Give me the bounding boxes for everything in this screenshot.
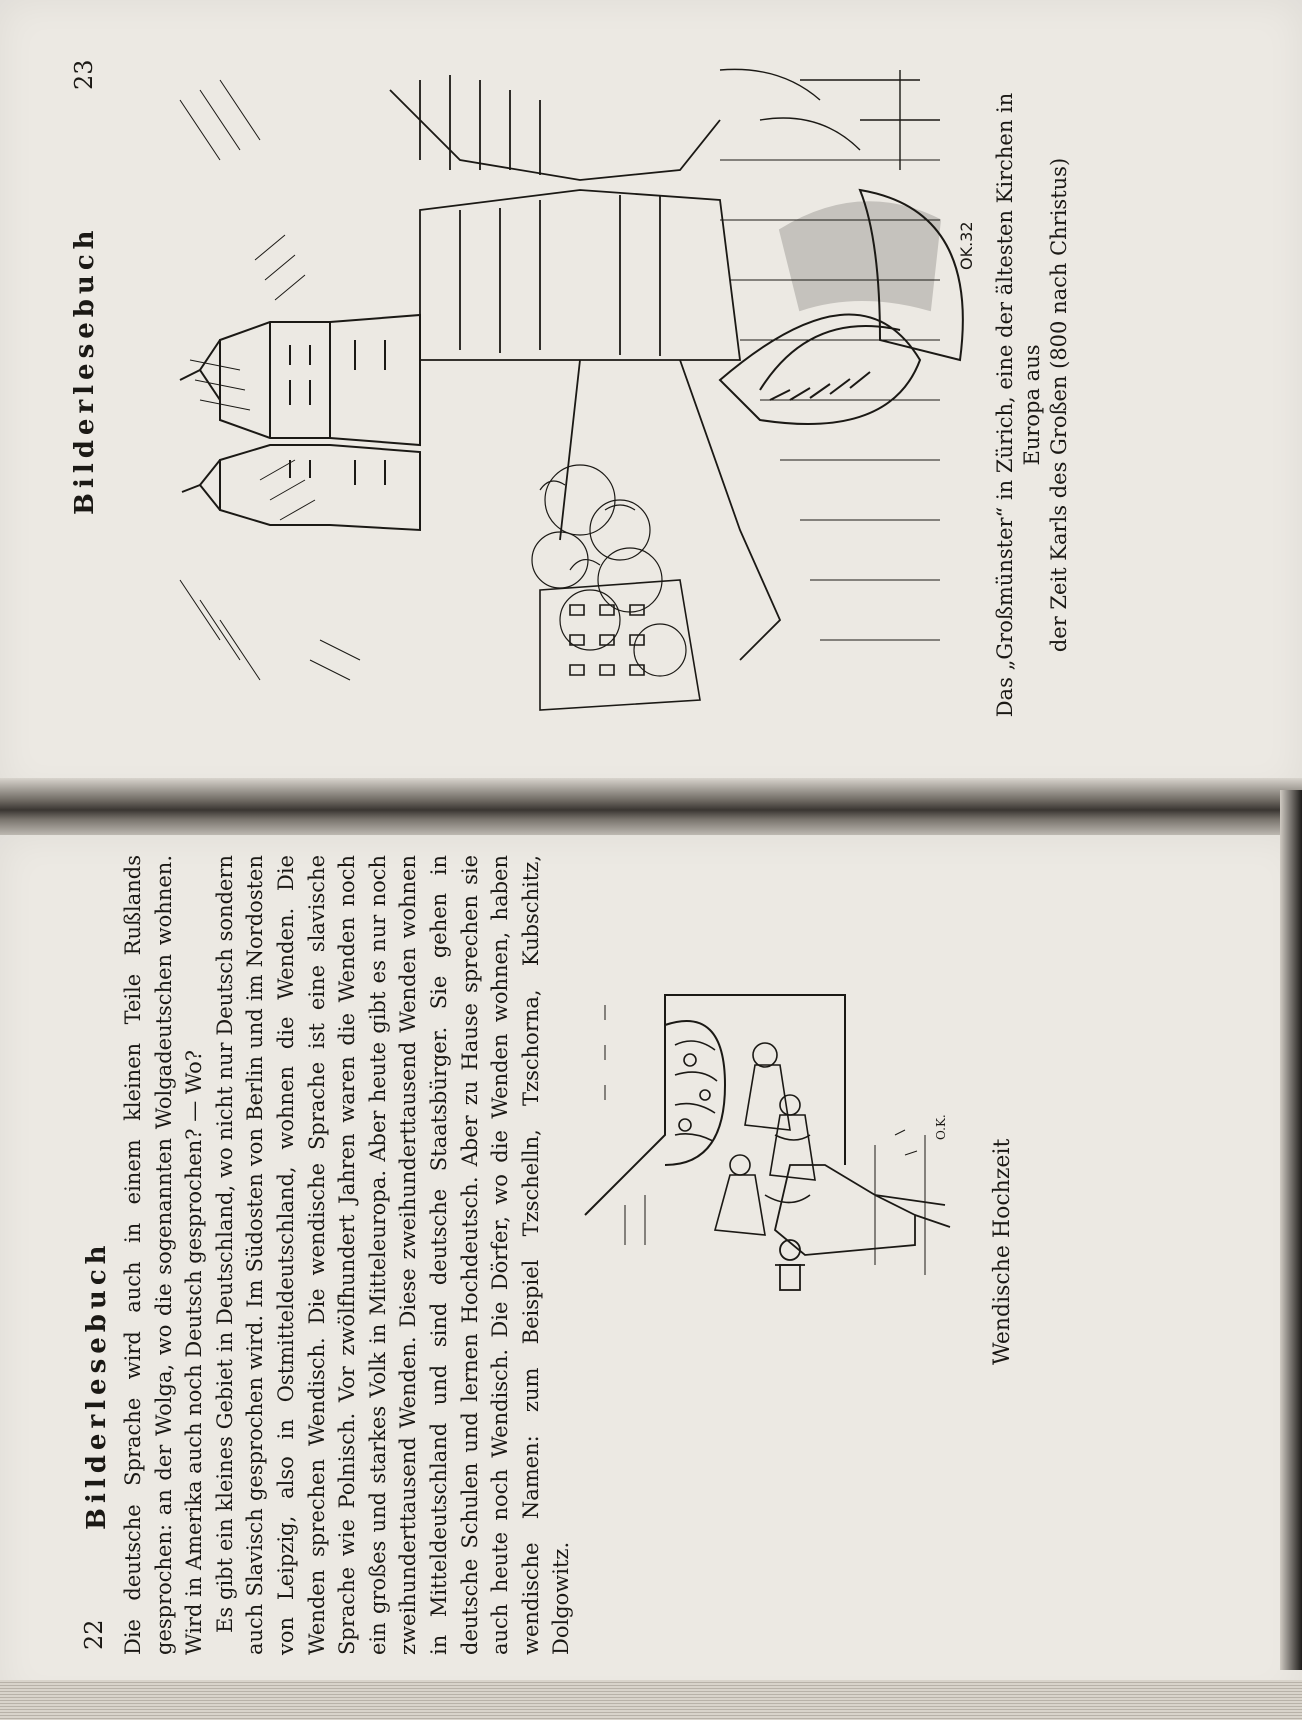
houses <box>540 580 700 710</box>
wendish-wedding-illustration <box>575 965 960 1310</box>
page-23 <box>0 0 1302 795</box>
book-gutter <box>0 778 1302 842</box>
body-text-22 <box>118 855 577 1655</box>
man-with-top-hat <box>775 1165 950 1290</box>
wedding-caption: Wendische Hochzeit <box>990 1138 1015 1365</box>
stone-arches <box>720 69 940 170</box>
page-number-23: 23 <box>70 59 98 90</box>
page-number-22: 22 <box>80 1619 108 1650</box>
wedding-party <box>715 1043 815 1235</box>
wedding-signature: O.K. <box>934 1114 948 1140</box>
page-edges <box>0 1680 1302 1720</box>
running-header-23: Bilderlesebuch <box>70 225 100 515</box>
grossmuenster-illustration <box>160 60 980 715</box>
running-header-22: Bilderlesebuch <box>82 1240 112 1530</box>
paragraph-1: Die deutsche Sprache wird auch in einem kleinen Teile Rußlands gesprochen: an der Wolga, wo die sogenannten Wolgadeutschen wohnen. Wird in Amerika auch noch Deutsch gesprochen? — Wo? <box>121 855 207 1655</box>
church-caption-line-1: Das „Großmünster“ in Zürich, eine der ältesten Kirchen in Europa aus <box>993 92 1044 718</box>
church-caption <box>992 65 1073 745</box>
paragraph-2: Es gibt ein kleines Gebiet in Deutschland, wo nicht nur Deutsch sondern auch Slavisch gesprochen wird. Im Südosten von Berlin und im Nordosten von Leipzig, also in Ostmitteldeutschland, wohnen die Wenden. Die Wenden sprechen Wendisch. Die wendische Sprache ist eine slavische Sprache wie Polnisch. Vor zwölfhundert Jahren waren die Wenden noch ein großes und starkes Volk in Mitteleuropa. Aber heute gibt es nur noch zweihunderttausend Wenden. Diese zweihunderttausend Wenden wohnen in Mitteldeutschland und sind deutsche Staatsbürger. Sie gehen in deutsche Schulen und lernen Hochdeutsch. Aber zu Hause sprechen sie auch heute noch Wendisch. Die Dörfer, wo die Wenden wohnen, haben wendische Namen: zum Beispiel Tzschelln, Tzschorna, Kubschitz, Dolgowitz. <box>212 855 574 1655</box>
book-spine-edge <box>1280 790 1302 1670</box>
foreground-boat <box>720 190 963 424</box>
twin-towers <box>180 315 420 530</box>
church-signature: OK.32 <box>957 221 976 270</box>
church-caption-line-2: der Zeit Karls des Großen (800 nach Christus) <box>1047 157 1071 653</box>
